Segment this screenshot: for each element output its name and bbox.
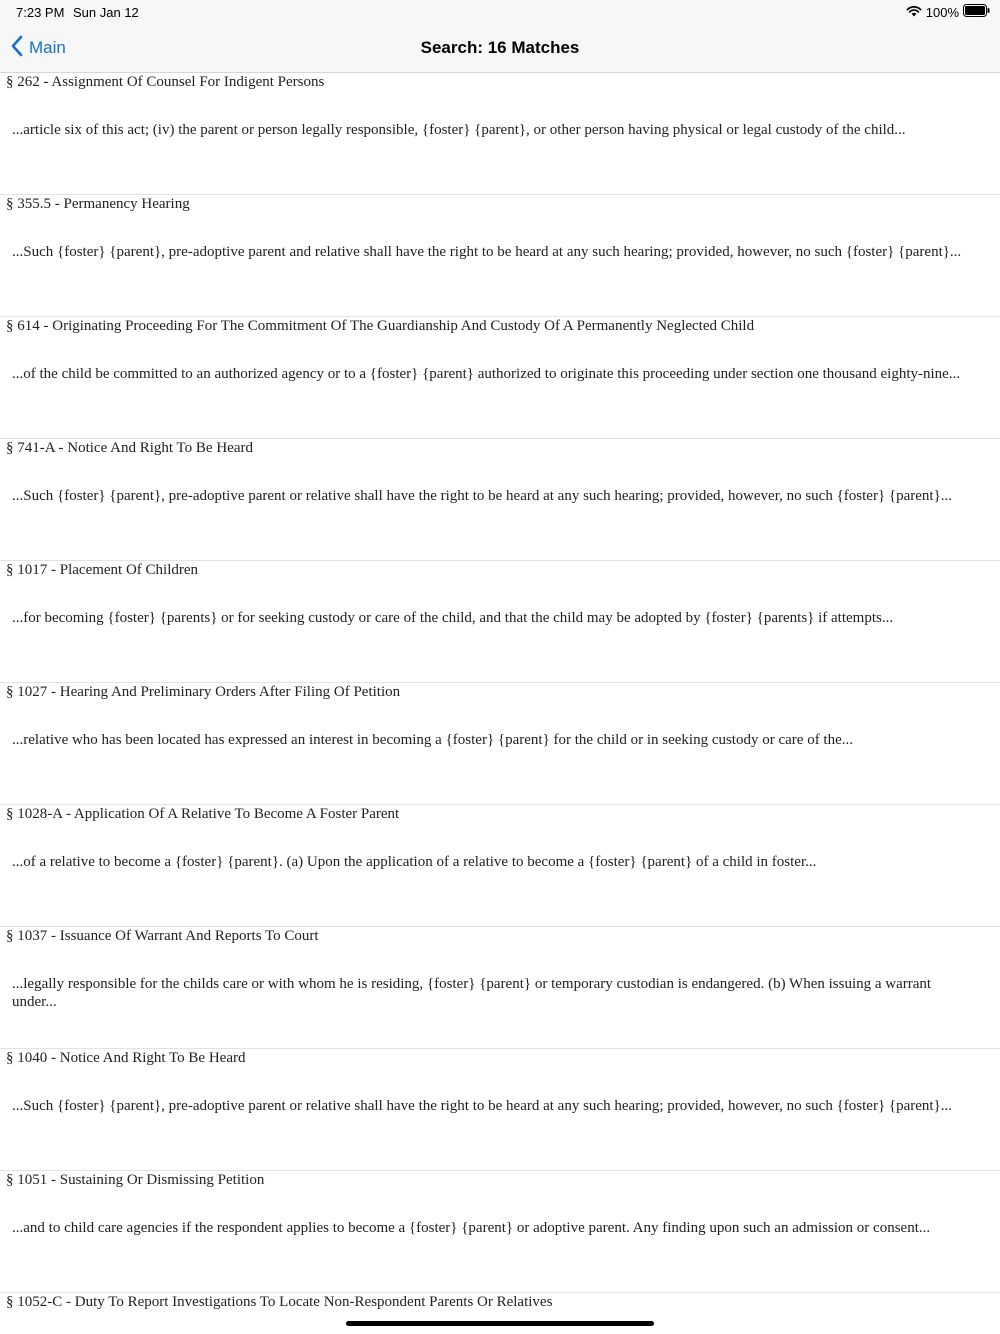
result-title: § 1027 - Hearing And Preliminary Orders After Filing Of Petition — [6, 684, 401, 700]
result-snippet: ...for becoming {foster} {parents} or for seeking custody or care of the child, and that the child may be adopted by {foster} {parents} if attempts... — [12, 610, 894, 626]
page-title: Search: 16 Matches — [420, 38, 580, 57]
result-title: § 1040 - Notice And Right To Be Heard — [6, 1050, 246, 1066]
result-title: § 1017 - Placement Of Children — [6, 562, 199, 578]
result-snippet: ...relative who has been located has expressed an interest in becoming a {foster} {parent} for the child or in seeking custody or care of the... — [12, 732, 854, 748]
navigation-bar — [0, 24, 1000, 73]
result-title: § 741-A - Notice And Right To Be Heard — [6, 440, 253, 456]
result-row[interactable] — [0, 683, 1000, 805]
result-row[interactable] — [0, 561, 1000, 683]
result-row[interactable] — [0, 317, 1000, 439]
result-title: § 1028-A - Application Of A Relative To Become A Foster Parent — [6, 806, 400, 822]
result-snippet: ...and to child care agencies if the respondent applies to become a {foster} {parent} or adoptive parent. Any finding upon such an admission or consent... — [12, 1220, 931, 1236]
result-title: § 1052-C - Duty To Report Investigations To Locate Non-Respondent Parents Or Relatives — [6, 1294, 553, 1310]
result-title: § 262 - Assignment Of Counsel For Indigent Persons — [6, 74, 325, 90]
result-title: § 355.5 - Permanency Hearing — [6, 196, 190, 212]
result-title: § 1051 - Sustaining Or Dismissing Petition — [6, 1172, 265, 1188]
result-row[interactable] — [0, 1049, 1000, 1171]
result-row[interactable] — [0, 805, 1000, 927]
battery-percent: 100% — [925, 4, 959, 20]
result-snippet: ...legally responsible for the childs care or with whom he is residing, {foster} {parent} or temporary custodian is endangered. (b) When issuing a warrant under... — [12, 976, 932, 1010]
home-indicator[interactable] — [346, 1321, 654, 1326]
status-indicators — [906, 4, 990, 20]
result-row[interactable] — [0, 195, 1000, 317]
status-date: Sun Jan 12 — [73, 5, 139, 20]
result-row[interactable] — [0, 73, 1000, 195]
result-snippet: ...of a relative to become a {foster} {parent}. (a) Upon the application of a relative to become a {foster} {parent} of a child in foster... — [12, 854, 817, 870]
result-snippet: ...article six of this act; (iv) the parent or person legally responsible, {foster} {parent}, or other person having physical or legal custody of the child... — [12, 122, 906, 138]
result-snippet: ...Such {foster} {parent}, pre-adoptive parent or relative shall have the right to be heard at any such hearing; provided, however, no such {foster} {parent}... — [12, 488, 953, 504]
result-row[interactable] — [0, 927, 1000, 1049]
status-time: 7:23 PM — [16, 5, 65, 20]
back-label: Main — [29, 38, 66, 57]
result-title: § 1037 - Issuance Of Warrant And Reports To Court — [6, 928, 319, 944]
result-snippet: ...Such {foster} {parent}, pre-adoptive parent or relative shall have the right to be heard at any such hearing; provided, however, no such {foster} {parent}... — [12, 1098, 953, 1114]
result-snippet: ...Such {foster} {parent}, pre-adoptive parent and relative shall have the right to be heard at any such hearing; provided, however, no such {foster} {parent}... — [12, 244, 962, 260]
result-row[interactable] — [0, 1293, 1000, 1334]
result-snippet: ...of the child be committed to an authorized agency or to a {foster} {parent} authorized to originate this proceeding under section one thousand eighty-nine... — [12, 366, 961, 382]
battery-icon — [963, 4, 990, 20]
result-row[interactable] — [0, 439, 1000, 561]
wifi-icon — [906, 5, 922, 20]
search-results-list — [0, 73, 1000, 1334]
status-bar — [0, 0, 1000, 24]
result-row[interactable] — [0, 1171, 1000, 1293]
result-title: § 614 - Originating Proceeding For The Commitment Of The Guardianship And Custody Of A Permanently Neglected Child — [6, 318, 755, 334]
